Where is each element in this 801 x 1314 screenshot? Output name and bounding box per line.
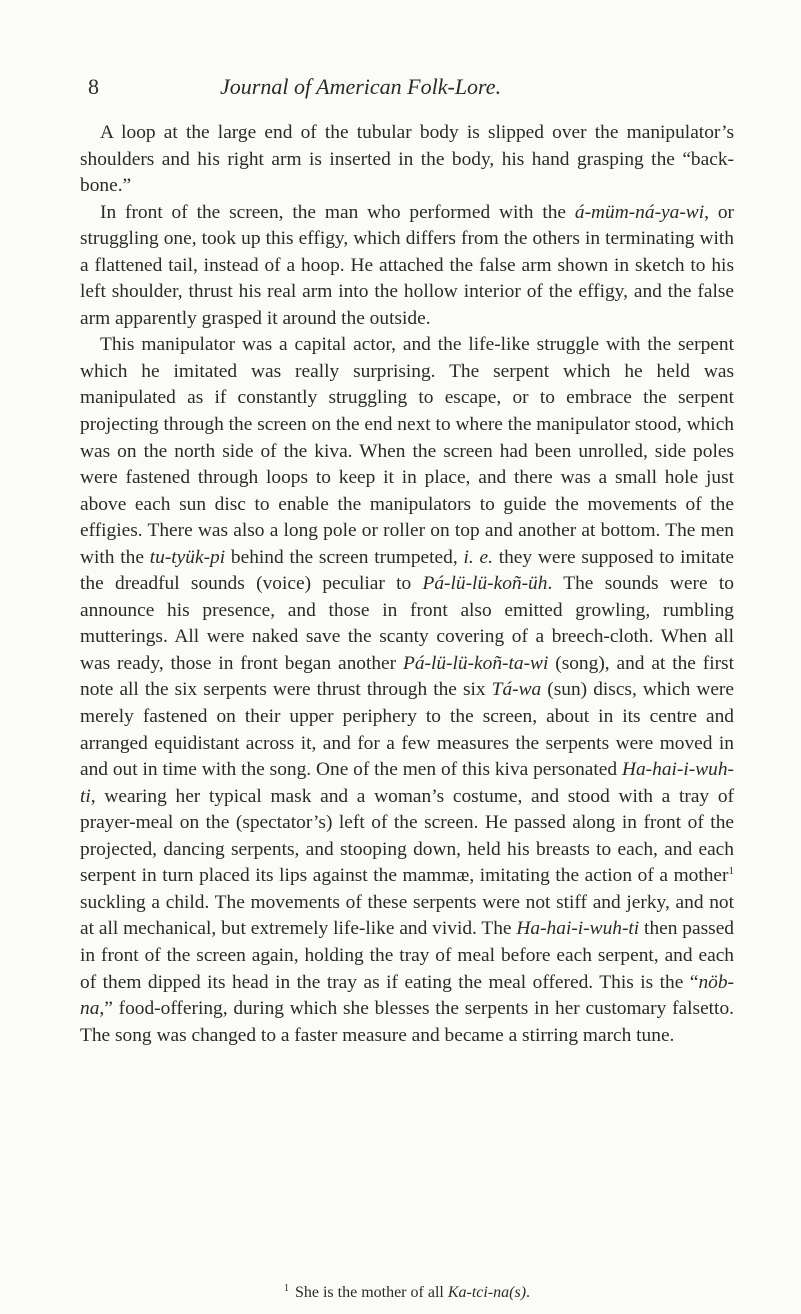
paragraph [80,120,734,200]
italic-term: nöb-na [80,971,734,1020]
italic-term: Pá-lü-lü-koñ-ta-wi [402,652,549,674]
running-title: Journal of American Folk-Lore. [220,74,502,99]
italic-term: i. e. [463,546,493,568]
footnote-end: . [526,1284,531,1301]
text-run: they were supposed to imitate the dreadful sounds (voice) peculiar to [80,546,734,595]
footnote [80,1283,734,1303]
text-run: , or struggling one, took up this effigy, which differs from the others in terminating with a flattened tail, instead of a hoop. He attached the false arm shown in sketch to his left shoulder, thrust his real arm into the hollow interior of the effigy, and the false arm apparently grasped it around the outside. [80,201,734,329]
text-run: behind the screen trumpeted, [225,546,464,568]
text-run: A loop at the large end of the tubular body is slipped over the manipulator’s shoulders and his right arm is inserted in the body, his hand grasping the “back-bone.” [80,122,734,197]
paragraph [80,332,734,1049]
text-run: suckling a child. The movements of these serpents were not stiff and jerky, and not at all mechanical, but extremely life-like and vivid. The [80,891,734,940]
italic-term: Tá-wa [491,679,542,701]
footnote-text: She is the mother of all [294,1284,448,1301]
italic-term: Ha-hai-i-wuh-ti [80,759,734,807]
text-run: In front of the screen, the man who performed with the [100,201,575,223]
italic-term: Ha-hai-i-wuh-ti [516,918,640,940]
text-run: This manipulator was a capital actor, and the life-like struggle with the serpent which he imitated was really surprising. The serpent which he held was manipulated as if constantly struggling to escape, or to embrace the serpent projecting through the screen on the end next to where the manipulator stood, which was on the north side of the kiva. When the screen had been unrolled, side poles were fastened through loops to keep it in place, and there was a small hole just above each sun disc to enable the manipulators to guide the movements of the effigies. There was also a long pole or roller on top and another at bottom. The men with the [80,334,734,568]
text-run: . The sounds were to announce his presence, and those in front also emitted growling, rumbling mutterings. All were naked save the scanty covering of a breech-cloth. When all was ready, those in front began another [80,573,734,674]
italic-term: á-müm-ná-ya-wi [574,201,705,223]
paragraph [80,200,734,333]
body-text [80,120,734,1049]
text-run: (song), and at the first note all the six serpents were thrust through the six [80,652,734,701]
footnote-italic: Ka-tci-na(s) [447,1284,527,1301]
italic-term: tu-tyük-pi [149,546,226,568]
footnote-marker: 1 [283,1283,289,1294]
page-number: 8 [88,74,99,99]
text-run: (sun) discs, which were merely fastened on their upper periphery to the screen, about in its centre and arranged equidistant across it, and for a few measures the serpents were moved in and out in time with the song. One of the men of this kiva personated [80,679,734,781]
page-header [88,74,588,104]
text-run: ,” food-offering, during which she blesses the serpents in her customary falsetto. The song was changed to a faster measure and became a stirring march tune. [80,998,734,1046]
footnote-reference: 1 [728,865,734,878]
italic-term: Pá-lü-lü-koñ-üh [422,573,548,595]
text-run: then passed in front of the screen again, holding the tray of meal before each serpent, and each of them dipped its head in the tray as if eating the meal offered. This is the “ [80,918,734,993]
text-run: , wearing her typical mask and a woman’s costume, and stood with a tray of prayer-meal on the (spectator’s) left of the screen. He passed along in front of the projected, dancing serpents, and stooping down, held his breasts to each, and each serpent in turn placed its lips against the mammæ, imitating the action of a mother [80,785,734,887]
